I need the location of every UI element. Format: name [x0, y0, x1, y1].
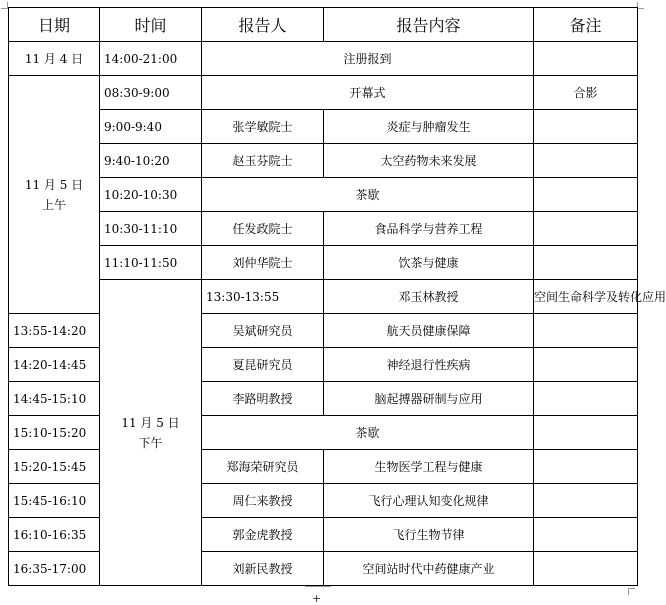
- content-cell: 茶歇: [202, 178, 534, 212]
- speaker-cell: 赵玉芬院士: [202, 144, 324, 178]
- note-cell: [534, 382, 638, 416]
- note-cell: [534, 552, 638, 586]
- note-cell: [534, 246, 638, 280]
- header-note: 备注: [534, 8, 638, 42]
- header-date: 日期: [9, 8, 100, 42]
- content-cell: 注册报到: [202, 42, 534, 76]
- note-cell: [534, 42, 638, 76]
- table-row: [9, 280, 638, 314]
- note-cell: [534, 110, 638, 144]
- time-cell: 15:10-15:20: [9, 416, 100, 450]
- header-time: 时间: [100, 8, 202, 42]
- content-cell: 空间生命科学及转化应用: [534, 280, 638, 314]
- speaker-cell: 夏昆研究员: [202, 348, 324, 382]
- content-cell: 飞行心理认知变化规律: [324, 484, 534, 518]
- note-cell: [534, 450, 638, 484]
- table-row: [9, 42, 638, 76]
- corner-mark-top-right: [637, 2, 644, 9]
- note-cell: [534, 212, 638, 246]
- content-cell: 空间站时代中药健康产业: [324, 552, 534, 586]
- time-cell: 14:20-14:45: [9, 348, 100, 382]
- time-cell: 15:20-15:45: [9, 450, 100, 484]
- content-cell: 炎症与肿瘤发生: [324, 110, 534, 144]
- date-cell: 11 月 4 日: [9, 42, 100, 76]
- content-cell: 脑起搏器研制与应用: [324, 382, 534, 416]
- note-cell: [534, 314, 638, 348]
- content-cell: 饮茶与健康: [324, 246, 534, 280]
- page-break-line: [305, 586, 331, 587]
- content-cell: 食品科学与营养工程: [324, 212, 534, 246]
- time-cell: 16:10-16:35: [9, 518, 100, 552]
- session-morning: [9, 76, 100, 314]
- speaker-cell: 吴斌研究员: [202, 314, 324, 348]
- note-cell: [534, 178, 638, 212]
- speaker-cell: 郑海荣研究员: [202, 450, 324, 484]
- time-cell: 14:00-21:00: [100, 42, 202, 76]
- speaker-cell: 张学敏院士: [202, 110, 324, 144]
- note-cell: [534, 518, 638, 552]
- time-cell: 9:00-9:40: [100, 110, 202, 144]
- corner-mark-bottom-right: [628, 588, 635, 595]
- time-cell: 10:30-11:10: [100, 212, 202, 246]
- speaker-cell: 郭金虎教授: [202, 518, 324, 552]
- speaker-cell: 任发政院士: [202, 212, 324, 246]
- header-speaker: 报告人: [202, 8, 324, 42]
- speaker-cell: 周仁来教授: [202, 484, 324, 518]
- time-cell: 16:35-17:00: [9, 552, 100, 586]
- table-row: [9, 76, 638, 110]
- time-cell: 15:45-16:10: [9, 484, 100, 518]
- time-cell: 11:10-11:50: [100, 246, 202, 280]
- session-date: 11 月 5 日: [121, 415, 180, 430]
- speaker-cell: 刘新民教授: [202, 552, 324, 586]
- note-cell: [534, 484, 638, 518]
- session-date: 11 月 5 日: [24, 177, 84, 192]
- time-cell: 13:30-13:55: [202, 280, 324, 314]
- time-cell: 14:45-15:10: [9, 382, 100, 416]
- content-cell: 航天员健康保障: [324, 314, 534, 348]
- session-period: 下午: [138, 435, 163, 450]
- table-row: [9, 144, 638, 178]
- speaker-cell: 刘仲华院士: [202, 246, 324, 280]
- time-cell: 10:20-10:30: [100, 178, 202, 212]
- note-cell: [534, 348, 638, 382]
- header-row: [9, 8, 638, 42]
- note-cell: 合影: [534, 76, 638, 110]
- note-cell: [534, 144, 638, 178]
- table-row: [9, 246, 638, 280]
- content-cell: 飞行生物节律: [324, 518, 534, 552]
- content-cell: 开幕式: [202, 76, 534, 110]
- content-cell: 生物医学工程与健康: [324, 450, 534, 484]
- time-cell: 08:30-9:00: [100, 76, 202, 110]
- table-row: [9, 212, 638, 246]
- content-cell: 茶歇: [202, 416, 534, 450]
- content-cell: 太空药物未来发展: [324, 144, 534, 178]
- corner-mark-top-left: [1, 2, 8, 9]
- header-content: 报告内容: [324, 8, 534, 42]
- time-cell: 9:40-10:20: [100, 144, 202, 178]
- schedule-table: [8, 7, 666, 586]
- time-cell: 13:55-14:20: [9, 314, 100, 348]
- session-afternoon: [100, 280, 202, 586]
- speaker-cell: 李路明教授: [202, 382, 324, 416]
- speaker-cell: 邓玉林教授: [324, 280, 534, 314]
- content-cell: 神经退行性疾病: [324, 348, 534, 382]
- paragraph-mark: +: [312, 592, 322, 605]
- note-cell: [534, 416, 638, 450]
- session-period: 上午: [41, 197, 66, 212]
- table-row: [9, 110, 638, 144]
- table-row: [9, 178, 638, 212]
